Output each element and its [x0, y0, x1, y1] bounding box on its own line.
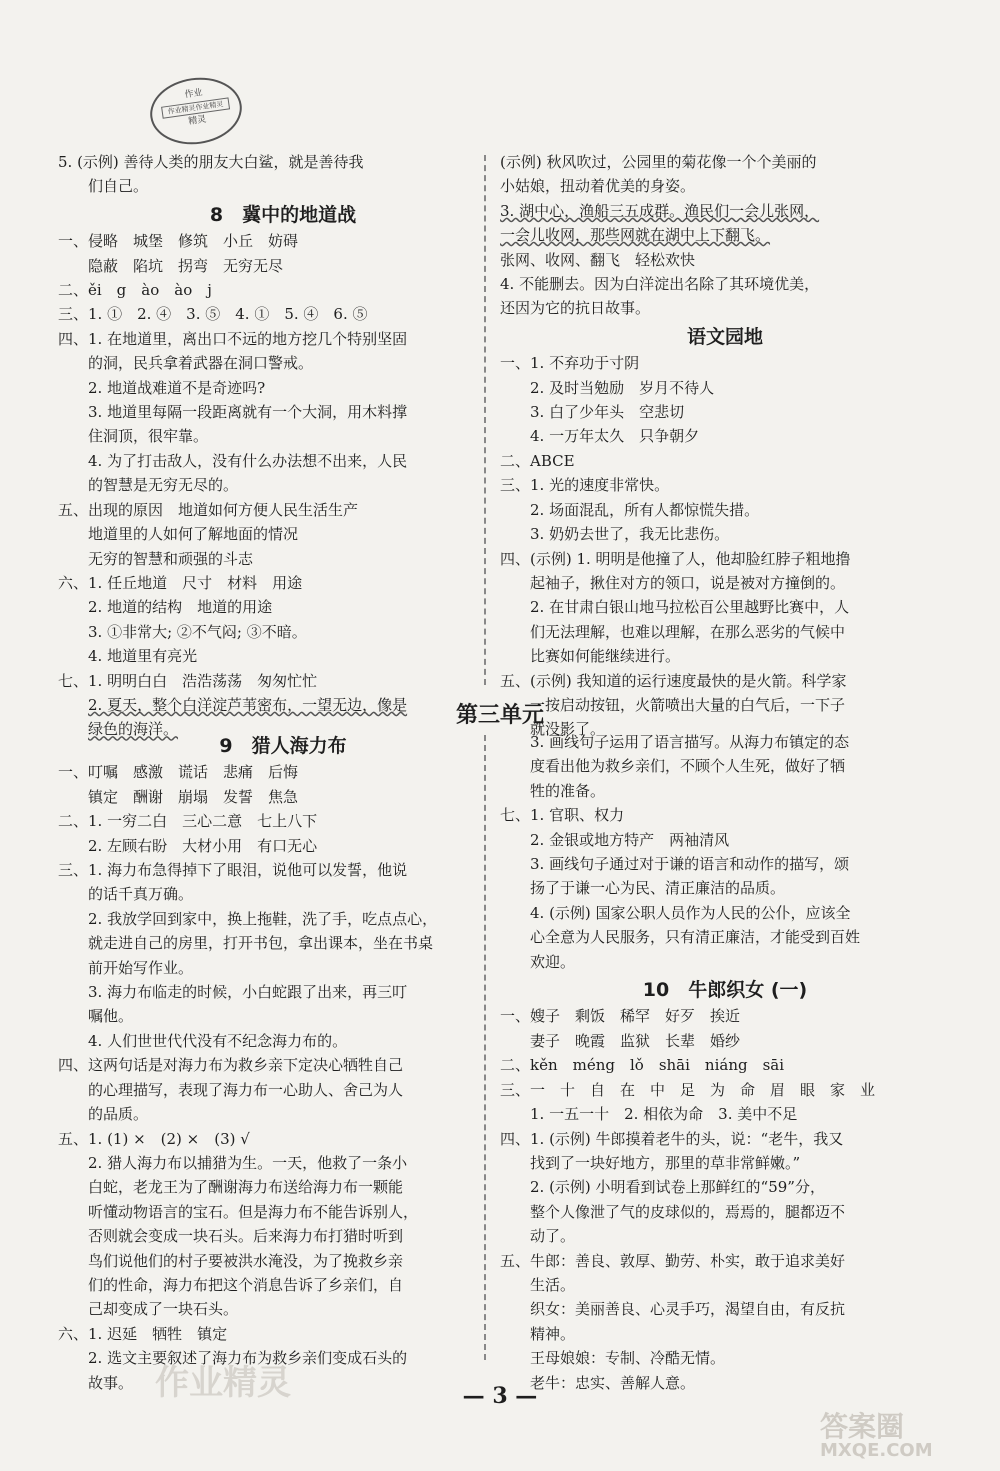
- underlined-text: 2. 夏天，整个白洋淀芦苇密布，一望无边，像是: [88, 695, 408, 714]
- answer-line: 三、1. ① 2. ④ 3. ⑤ 4. ① 5. ④ 6. ⑤: [58, 305, 368, 324]
- stamp-top: 作业: [184, 87, 204, 101]
- answer-line: 老牛：忠实、善解人意。: [530, 1373, 696, 1392]
- unit-title: 第三单元: [455, 703, 544, 728]
- answer-line: 小姑娘，扭动着优美的身姿。: [500, 177, 696, 196]
- answer-line: 4. 不能删去。因为白洋淀出名除了其环境优美，: [500, 275, 820, 294]
- answer-line: 五、1. (1) × (2) × (3) √: [58, 1129, 250, 1148]
- answer-line: 四、(示例) 1. 明明是他撞了人，他却脸红脖子粗地撸: [500, 549, 851, 568]
- left-column-bottom: [58, 730, 508, 1395]
- answer-line: 一、嫂子 剩饭 稀罕 好歹 挨近: [500, 1007, 741, 1026]
- section-title: 10 牛郎织女 (一): [642, 979, 808, 1002]
- answer-line: 六、1. 任丘地道 尺寸 材料 用途: [58, 573, 303, 592]
- answer-line: 扬了于谦一心为民、清正廉洁的品质。: [530, 879, 786, 898]
- answer-line: 2. 地道战难道不是奇迹吗?: [88, 378, 266, 397]
- answer-line: 二、ABCE: [500, 451, 575, 470]
- column-divider: [484, 735, 486, 1360]
- answer-line: 四、1. (示例) 牛郎摸着老牛的头，说：“老牛，我又: [500, 1129, 844, 1148]
- answer-line: 3. 白了少年头 空悲切: [530, 403, 685, 422]
- answer-line: 2. 在甘肃白银山地马拉松百公里越野比赛中，人: [530, 598, 850, 617]
- answer-line: [500, 199, 950, 223]
- watermark-logo: 答案圈: [820, 1410, 905, 1443]
- answer-line: 2. 选文主要叙述了海力布为救乡亲们变成石头的: [88, 1349, 408, 1368]
- answer-line: 一、侵略 城堡 修筑 小丘 妨碍: [58, 232, 299, 251]
- answer-line: 无穷的智慧和顽强的斗志: [88, 549, 254, 568]
- answer-line: 一按启动按钮，火箭喷出大量的白气后，一下子: [530, 695, 846, 714]
- answer-line: 牲的准备。: [530, 781, 606, 800]
- answer-line: 前开始写作业。: [88, 958, 194, 977]
- answer-line: 鸟们说他们的村子要被洪水淹没，为了挽救乡亲: [88, 1251, 404, 1270]
- answer-line: 3. 画线句子运用了语言描写。从海力布镇定的态: [530, 733, 850, 751]
- answer-line: 织女：美丽善良、心灵手巧，渴望自由，有反抗: [530, 1300, 846, 1319]
- answer-line: 2. 我放学回到家中，换上拖鞋，洗了手，吃点点心，: [88, 909, 438, 928]
- answer-line: 五、牛郎：善良、敦厚、勤劳、朴实，敢于追求美好: [500, 1251, 846, 1270]
- answer-line: 一、1. 不弃功于寸阴: [500, 354, 640, 373]
- answer-line: 就没影了。: [530, 720, 606, 739]
- answer-line: 地道里的人如何了解地面的情况: [88, 525, 299, 544]
- answer-line: 否则就会变成一块石头。后来海力布打猎时听到: [88, 1227, 404, 1246]
- answer-line: 生活。: [530, 1275, 576, 1294]
- underlined-text: 一会儿收网，那些网就在湖中上下翻飞。: [500, 226, 771, 245]
- underlined-text: 3. 湖中心，渔船三五成群。渔民们一会儿张网，: [500, 201, 820, 220]
- answer-line: 隐蔽 陷坑 拐弯 无穷无尽: [88, 256, 284, 275]
- answer-line: 4. 人们世世代代没有不纪念海力布的。: [88, 1031, 348, 1050]
- section-title: 9 猎人海力布: [219, 735, 347, 757]
- answer-line: 四、1. 在地道里，离出口不远的地方挖几个特别坚固: [58, 329, 408, 348]
- answer-line: 己却变成了一块石头。: [88, 1300, 239, 1319]
- answer-line: 王母娘娘：专制、冷酷无情。: [530, 1349, 726, 1368]
- answer-line: 三、1. 海力布急得掉下了眼泪，说他可以发誓，他说: [58, 861, 408, 880]
- answer-line: 三、一 十 自 在 中 足 为 命 眉 眼 家 业: [500, 1080, 876, 1099]
- answer-line: 的智慧是无穷无尽的。: [88, 476, 239, 495]
- section-title: 语文园地: [686, 325, 763, 348]
- left-column-top: [58, 150, 508, 742]
- answer-line: 1. 一五一十 2. 相依为命 3. 美中不足: [530, 1105, 798, 1124]
- answer-line: 还因为它的抗日故事。: [500, 299, 651, 318]
- answer-line: 5. (示例) 善待人类的朋友大白鲨，就是善待我: [58, 153, 364, 171]
- stamp-logo: [146, 72, 246, 150]
- answer-line: (示例) 秋风吹过，公园里的菊花像一个个美丽的: [500, 153, 817, 171]
- answer-line: 3. 奶奶去世了，我无比悲伤。: [530, 525, 730, 544]
- answer-line: 4. 一万年太久 只争朝夕: [530, 427, 700, 446]
- answer-line: 的洞，民兵拿着武器在洞口警戒。: [88, 354, 314, 373]
- answer-line: 整个人像泄了气的皮球似的，焉焉的，腿都迈不: [530, 1202, 846, 1221]
- answer-line: 张网、收网、翻飞 轻松欢快: [500, 250, 696, 269]
- answer-line: 二、1. 一穷二白 三心二意 七上八下: [58, 812, 318, 831]
- answer-line: 住洞顶，很牢靠。: [88, 427, 209, 446]
- answer-line: 们无法理解，也难以理解，在那么恶劣的气候中: [530, 622, 846, 641]
- answer-line: 欢迎。: [530, 952, 576, 971]
- answer-line: 2. 金银或地方特产 两袖清风: [530, 830, 730, 849]
- answer-line: 的心理描写，表现了海力布一心助人、舍己为人: [88, 1080, 404, 1099]
- answer-line: 比赛如何能继续进行。: [530, 647, 681, 666]
- answer-line: 们的性命，海力布把这个消息告诉了乡亲们，自: [88, 1275, 404, 1294]
- answer-line: 二、kěn méng lǒ shāi niáng sāi: [500, 1056, 785, 1075]
- answer-line: 白蛇，老龙王为了酬谢海力布送给海力布一颗能: [88, 1178, 404, 1197]
- answer-line: 2. 场面混乱，所有人都惊慌失措。: [530, 500, 760, 519]
- answer-line: 3. 海力布临走的时候，小白蛇跟了出来，再三叮: [88, 983, 408, 1002]
- answer-line: 二、ěi g ào ào j: [58, 281, 212, 300]
- underlined-text: 绿色的海洋。: [88, 720, 179, 739]
- answer-line: 找到了一块好地方，那里的草非常鲜嫩。”: [530, 1153, 801, 1172]
- answer-line: 起袖子，揪住对方的领口，说是被对方撞倒的。: [530, 573, 846, 592]
- answer-line: 五、出现的原因 地道如何方便人民生活生产: [58, 500, 359, 519]
- answer-line: [500, 223, 950, 247]
- answer-line: 3. 地道里每隔一段距离就有一个大洞，用木料撑: [88, 403, 408, 422]
- answer-line: 的话千真万确。: [88, 885, 194, 904]
- answer-line: 动了。: [530, 1227, 576, 1246]
- page-number: — 3 —: [462, 1383, 538, 1409]
- answer-line: 2. 猎人海力布以捕猎为生。一天，他救了一条小: [88, 1153, 408, 1172]
- answer-line: 心全意为人民服务，只有清正廉洁，才能受到百姓: [530, 928, 861, 947]
- section-title: 8 冀中的地道战: [209, 203, 357, 226]
- answer-line: 的品质。: [88, 1105, 149, 1124]
- answer-line: 听懂动物语言的宝石。但是海力布不能告诉别人，: [88, 1202, 419, 1221]
- answer-line: 们自己。: [88, 177, 149, 196]
- answer-line: 2. 地道的结构 地道的用途: [88, 598, 273, 617]
- answer-line: 2. (示例) 小明看到试卷上那鲜红的“59”分，: [530, 1178, 825, 1197]
- answer-line: 一、叮嘱 感激 谎话 悲痛 后悔: [58, 763, 299, 782]
- column-divider: [484, 155, 486, 685]
- answer-line: 4. 地道里有亮光: [88, 647, 198, 666]
- answer-line: 4. (示例) 国家公职人员作为人民的公仆，应该全: [530, 903, 851, 922]
- answer-line: 四、这两句话是对海力布为救乡亲下定决心牺牲自己: [58, 1056, 404, 1075]
- answer-line: 4. 为了打击敌人，没有什么办法想不出来，人民: [88, 451, 408, 470]
- answer-line: 度看出他为救乡亲们，不顾个人生死，做好了牺: [530, 757, 846, 776]
- answer-line: 七、1. 官职、权力: [500, 806, 625, 825]
- answer-line: 五、(示例) 我知道的运行速度最快的是火箭。科学家: [500, 671, 847, 690]
- answer-line: 七、1. 明明白白 浩浩荡荡 匆匆忙忙: [58, 671, 318, 690]
- watermark-url: MXQE.COM: [820, 1440, 933, 1461]
- answer-line: 镇定 酬谢 崩塌 发誓 焦急: [88, 787, 299, 806]
- answer-line: 就走进自己的房里，打开书包，拿出课本，坐在书桌: [88, 934, 434, 953]
- watermark-left: 作业精灵: [155, 1363, 291, 1403]
- answer-line: 2. 及时当勉励 岁月不待人: [530, 378, 715, 397]
- answer-line: 3. ①非常大; ②不气闷; ③不暗。: [88, 622, 307, 641]
- answer-line: 嘱他。: [88, 1007, 134, 1026]
- answer-line: 妻子 晚霞 监狱 长辈 婚纱: [530, 1031, 741, 1050]
- answer-line: 2. 左顾右盼 大材小用 有口无心: [88, 836, 318, 855]
- stamp-mid: 作业精灵作业精灵: [161, 97, 230, 118]
- answer-line: 3. 画线句子通过对于谦的语言和动作的描写，颂: [530, 855, 850, 874]
- answer-line: 三、1. 光的速度非常快。: [500, 476, 670, 495]
- right-column-top: [500, 150, 950, 742]
- answer-line: 故事。: [88, 1373, 134, 1392]
- stamp-bottom: 精灵: [187, 114, 208, 128]
- answer-line: 精神。: [530, 1324, 576, 1343]
- right-column-bottom: [500, 730, 950, 1395]
- answer-line: 六、1. 迟延 牺牲 镇定: [58, 1324, 228, 1343]
